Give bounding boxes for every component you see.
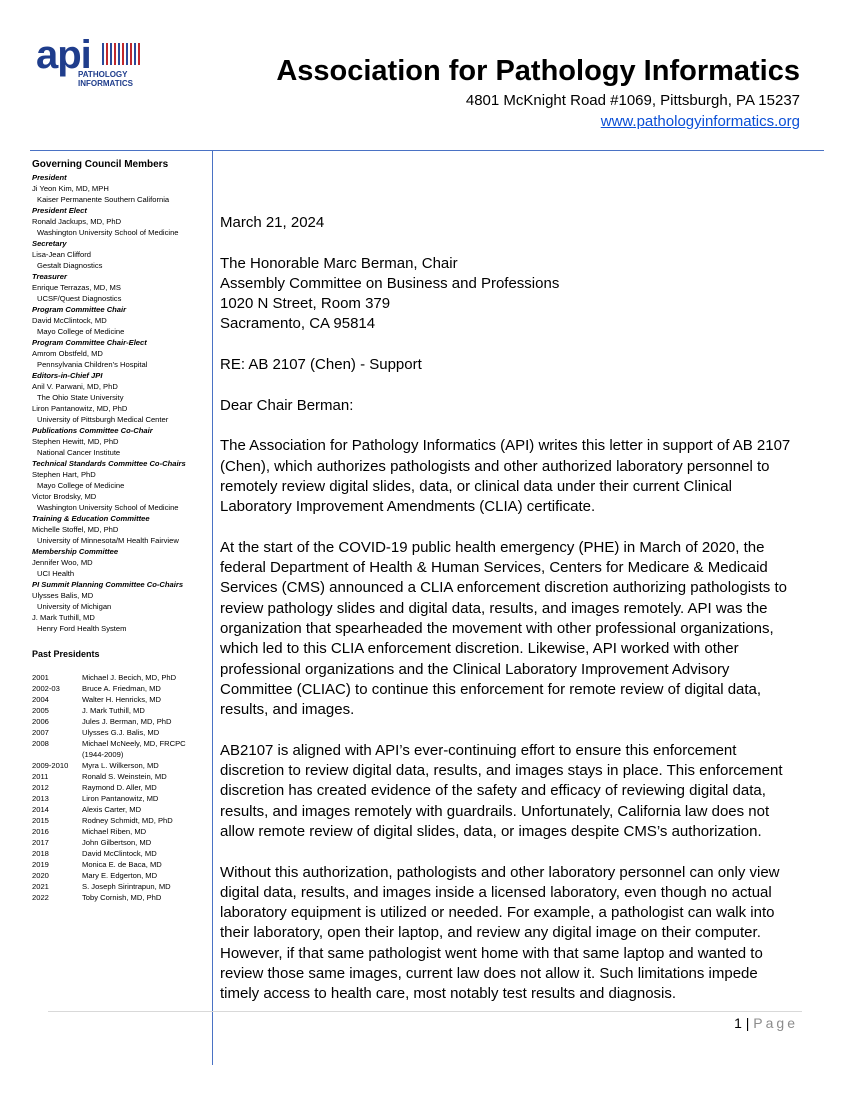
governing-council-heading: Governing Council Members xyxy=(32,159,169,170)
council-member-name: Ronald Jackups, MD, PhD xyxy=(32,217,122,226)
past-president-year xyxy=(32,749,82,760)
page-label: Page xyxy=(753,1015,798,1031)
council-member-affiliation: Mayo College of Medicine xyxy=(37,481,125,490)
council-role: Technical Standards Committee Co-Chairs xyxy=(32,459,186,468)
past-president-row xyxy=(32,705,208,716)
letter-paragraph: Without this authorization, pathologists and other laboratory personnel can only view digital data, results, and images inside a licensed laboratory, even though no actual laboratory equipment is utilized or needed. For example, a pathologist can walk into their laboratory, open their laptop, and review any digital image on their computer. However, if that same pathologist went home with that same laptop and wanted to review those same images, current law does not allow it. Such limitations impede timely access to health care, most notably test results and diagnosis. xyxy=(220,863,780,1003)
past-president-name: Mary E. Edgerton, MD xyxy=(82,871,158,880)
council-role: Editors-in-Chief JPI xyxy=(32,371,103,380)
footer-divider xyxy=(48,1011,802,1012)
council-member-name: Ji Yeon Kim, MD, MPH xyxy=(32,184,109,193)
past-president-name: Walter H. Henricks, MD xyxy=(82,695,162,704)
past-president-row xyxy=(32,826,208,837)
council-member-name: David McClintock, MD xyxy=(32,316,107,325)
past-president-year: 2013 xyxy=(32,794,49,803)
past-president-row xyxy=(32,716,208,727)
past-president-year: 2007 xyxy=(32,728,49,737)
past-president-row xyxy=(32,694,208,705)
past-president-name: J. Mark Tuthill, MD xyxy=(82,706,145,715)
logo-subtitle-line1: PATHOLOGY xyxy=(78,70,128,79)
letter-paragraph: At the start of the COVID-19 public health emergency (PHE) in March of 2020, the federal Department of Health & Human Services, Centers for Medicare & Medicaid Services (CMS) announced a CLIA enforcement discretion authorizing pathologists to review pathology slides and digital data, results, and images remotely. API was the organization that spearheaded the movement with other professional organizations, which led to this CLIA enforcement discretion. Likewise, API worked with other professional organizations and the Clinical Laboratory Improvement Advisory Committee (CLIAC) to continue this enforcement for remote review of digital data, results, and images. xyxy=(220,538,787,719)
logo-stripes xyxy=(102,43,140,65)
recipient-line: Sacramento, CA 95814 xyxy=(220,315,376,333)
past-president-year: 2012 xyxy=(32,783,49,792)
past-president-year: 2002-03 xyxy=(32,684,60,693)
council-member-affiliation: UCI Health xyxy=(37,569,75,578)
council-member-name: J. Mark Tuthill, MD xyxy=(32,613,95,622)
council-member-name: Michelle Stoffel, MD, PhD xyxy=(32,525,119,534)
past-president-row xyxy=(32,793,208,804)
past-president-row xyxy=(32,815,208,826)
council-member-name: Liron Pantanowitz, MD, PhD xyxy=(32,404,128,413)
past-president-name: Jules J. Berman, MD, PhD xyxy=(82,717,172,726)
past-president-name: Monica E. de Baca, MD xyxy=(82,860,162,869)
past-president-year: 2004 xyxy=(32,695,49,704)
past-president-name: Michael McNeely, MD, FRCPC xyxy=(82,739,186,748)
council-member-affiliation: Kaiser Permanente Southern California xyxy=(37,195,170,204)
past-president-name: John Gilbertson, MD xyxy=(82,838,152,847)
past-president-row xyxy=(32,749,208,760)
council-member-name: Stephen Hewitt, MD, PhD xyxy=(32,437,119,446)
past-president-year: 2016 xyxy=(32,827,49,836)
logo-wordmark: api xyxy=(36,33,91,77)
letter-paragraph: The Association for Pathology Informatics (API) writes this letter in support of AB 2107 (Chen), which authorizes pathologists and other authorized laboratory personnel to remotely review digital slides, data, or clinical data under their current Clinical Laboratory Improvement Amendments (CLIA) certificate. xyxy=(220,437,791,516)
council-member-affiliation: The Ohio State University xyxy=(37,393,124,402)
past-president-row xyxy=(32,892,208,903)
council-role: PI Summit Planning Committee Co-Chairs xyxy=(32,580,184,589)
past-president-row xyxy=(32,727,208,738)
past-president-year: 2009-2010 xyxy=(32,761,69,770)
api-logo xyxy=(36,34,146,92)
past-president-row xyxy=(32,804,208,815)
council-member-name: Amrom Obstfeld, MD xyxy=(32,349,103,358)
council-member-name: Enrique Terrazas, MD, MS xyxy=(32,283,121,292)
council-role: Treasurer xyxy=(32,272,67,281)
council-member-affiliation: Henry Ford Health System xyxy=(37,624,127,633)
past-president-name: David McClintock, MD xyxy=(82,849,157,858)
past-president-row xyxy=(32,881,208,892)
past-president-year: 2008 xyxy=(32,739,49,748)
past-president-year: 2017 xyxy=(32,838,49,847)
past-president-name: Rodney Schmidt, MD, PhD xyxy=(82,816,173,825)
past-president-name: Toby Cornish, MD, PhD xyxy=(82,893,162,902)
council-member-affiliation: University of Pittsburgh Medical Center xyxy=(37,415,169,424)
council-role: President Elect xyxy=(32,206,87,215)
past-president-year: 2001 xyxy=(32,673,49,682)
council-role: Publications Committee Co-Chair xyxy=(32,426,153,435)
page-number: 1 xyxy=(734,1015,742,1031)
past-president-name: Michael Riben, MD xyxy=(82,827,147,836)
past-president-row xyxy=(32,870,208,881)
council-member-name: Lisa-Jean Clifford xyxy=(32,250,91,259)
past-president-row xyxy=(32,672,208,683)
past-president-name: Bruce A. Friedman, MD xyxy=(82,684,161,693)
past-president-year: 2006 xyxy=(32,717,49,726)
past-president-row xyxy=(32,771,208,782)
past-president-year: 2018 xyxy=(32,849,49,858)
past-president-year: 2011 xyxy=(32,772,49,781)
council-role: Training & Education Committee xyxy=(32,514,150,523)
council-member-name: Victor Brodsky, MD xyxy=(32,492,97,501)
past-president-row xyxy=(32,738,208,749)
page-separator: | xyxy=(745,1015,750,1031)
organization-website-link[interactable]: www.pathologyinformatics.org xyxy=(600,113,800,130)
header-divider xyxy=(30,150,824,151)
letter-date: March 21, 2024 xyxy=(220,214,325,231)
council-role: President xyxy=(32,173,67,182)
council-member-affiliation: National Cancer Institute xyxy=(37,448,121,457)
past-president-year: 2015 xyxy=(32,816,49,825)
past-president-name: S. Joseph Sirintrapun, MD xyxy=(82,882,171,891)
sidebar-divider xyxy=(212,151,213,1065)
past-president-name: Liron Pantanowitz, MD xyxy=(82,794,159,803)
council-member-affiliation: Washington University School of Medicine xyxy=(37,503,179,512)
past-president-name: Michael J. Becich, MD, PhD xyxy=(82,673,177,682)
council-member-affiliation: UCSF/Quest Diagnostics xyxy=(37,294,122,303)
council-member-affiliation: University of Minnesota/M Health Fairview xyxy=(37,536,179,545)
council-role: Program Committee Chair-Elect xyxy=(32,338,147,347)
council-member-affiliation: Gestalt Diagnostics xyxy=(37,261,103,270)
council-role: Secretary xyxy=(32,239,67,248)
recipient-line: The Honorable Marc Berman, Chair xyxy=(220,254,458,272)
past-president-name: Raymond D. Aller, MD xyxy=(82,783,157,792)
past-president-row xyxy=(32,760,208,771)
sidebar xyxy=(32,158,208,903)
past-president-row xyxy=(32,848,208,859)
past-president-year: 2020 xyxy=(32,871,49,880)
past-president-row xyxy=(32,859,208,870)
council-member-affiliation: Washington University School of Medicine xyxy=(37,228,179,237)
salutation: Dear Chair Berman: xyxy=(220,396,354,414)
past-president-row xyxy=(32,683,208,694)
re-line: RE: AB 2107 (Chen) - Support xyxy=(220,356,422,374)
past-president-row xyxy=(32,782,208,793)
letter-paragraph: AB2107 is aligned with API’s ever-continuing effort to ensure this enforcement discretion to review digital data, results, and images stays in place. This enforcement discretion has created evidence of the safety and efficacy of reviewing digital data, results, and images remotely with guardrails. Unfortunately, California law does not allow remote review of digital slides, data, or images despite CMS’s authorization. xyxy=(220,741,783,840)
past-president-name: (1944-2009) xyxy=(82,750,124,759)
past-president-year: 2021 xyxy=(32,882,49,891)
organization-name: Association for Pathology Informatics xyxy=(276,55,800,87)
council-member-name: Ulysses Balis, MD xyxy=(32,591,94,600)
past-president-name: Ulysses G.J. Balis, MD xyxy=(82,728,160,737)
council-member-affiliation: Pennsylvania Children’s Hospital xyxy=(37,360,148,369)
past-president-name: Alexis Carter, MD xyxy=(82,805,142,814)
past-president-year: 2022 xyxy=(32,893,49,902)
council-member-name: Anil V. Parwani, MD, PhD xyxy=(32,382,118,391)
logo-subtitle-line2: INFORMATICS xyxy=(78,79,133,88)
council-role: Membership Committee xyxy=(32,547,119,556)
past-president-name: Ronald S. Weinstein, MD xyxy=(82,772,167,781)
recipient-line: Assembly Committee on Business and Professions xyxy=(220,274,560,292)
letter-body xyxy=(220,213,800,1025)
organization-address: 4801 McKnight Road #1069, Pittsburgh, PA 15237 xyxy=(465,92,800,109)
council-role: Program Committee Chair xyxy=(32,305,127,314)
council-member-name: Stephen Hart, PhD xyxy=(32,470,96,479)
council-member-name: Jennifer Woo, MD xyxy=(32,558,93,567)
page-footer xyxy=(734,1014,798,1032)
past-president-year: 2005 xyxy=(32,706,49,715)
council-member-affiliation: Mayo College of Medicine xyxy=(37,327,125,336)
governing-council-list xyxy=(32,172,208,634)
past-presidents-list xyxy=(32,672,208,903)
council-member-affiliation: University of Michigan xyxy=(37,602,112,611)
past-president-year: 2019 xyxy=(32,860,49,869)
past-president-name: Myra L. Wilkerson, MD xyxy=(82,761,159,770)
recipient-line: 1020 N Street, Room 379 xyxy=(220,295,391,313)
past-president-row xyxy=(32,837,208,848)
past-presidents-heading: Past Presidents xyxy=(32,649,100,659)
past-president-year: 2014 xyxy=(32,805,49,814)
